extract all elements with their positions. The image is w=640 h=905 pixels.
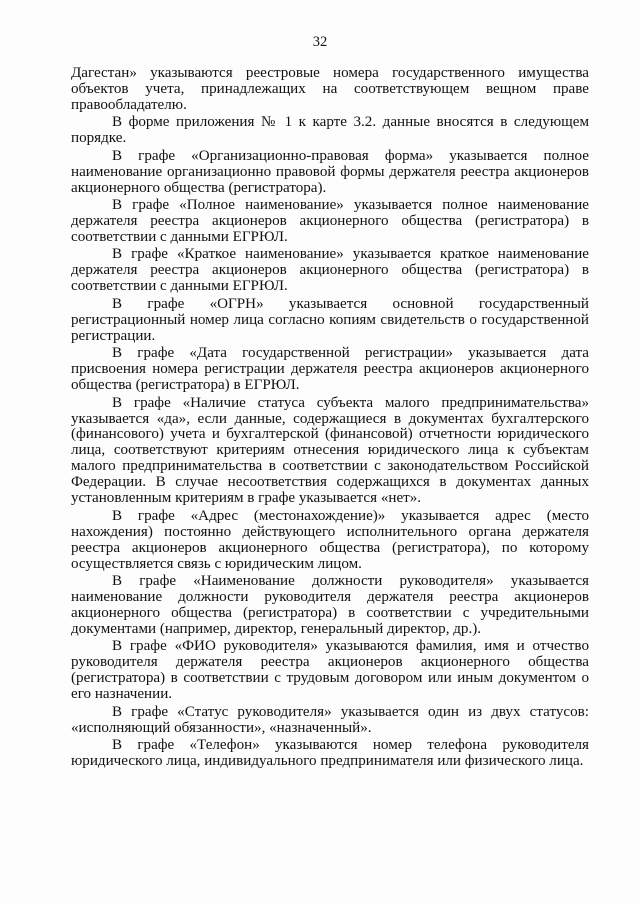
- paragraph: В графе «ОГРН» указывается основной государственный регистрационный номер лица согласно копиям свидетельств о государственной регистрации.: [71, 295, 589, 344]
- paragraph: В форме приложения № 1 к карте 3.2. данные вносятся в следующем порядке.: [71, 114, 589, 147]
- paragraph: В графе «ФИО руководителя» указываются фамилия, имя и отчество руководителя держателя реестра акционеров акционерного общества (регистратора) в соответствии с трудовым договором или иным документом о его назначении.: [71, 638, 589, 703]
- paragraph: В графе «Полное наименование» указывается полное наименование держателя реестра акционеров акционерного общества (регистратора) в соответствии с данными ЕГРЮЛ.: [71, 197, 589, 246]
- paragraph: В графе «Статус руководителя» указывается один из двух статусов: «исполняющий обязанности», «назначенный».: [71, 703, 589, 736]
- paragraph: В графе «Организационно-правовая форма» указывается полное наименование организационно правовой формы держателя реестра акционеров акционерного общества (регистратора).: [71, 147, 589, 196]
- paragraph: В графе «Адрес (местонахождение)» указывается адрес (место нахождения) постоянно действующего исполнительного органа держателя реестра акционеров акционерного общества (регистратора), по которому осуществляется связь с юридическим лицом.: [71, 507, 589, 572]
- paragraph: В графе «Дата государственной регистрации» указывается дата присвоения номера регистрации держателя реестра акционеров акционерного общества (регистратора) в ЕГРЮЛ.: [71, 345, 589, 394]
- paragraph-continued: Дагестан» указываются реестровые номера государственного имущества объектов учета, принадлежащих на соответствующем вещном праве правообладателю.: [71, 65, 589, 113]
- document-body: [71, 66, 589, 771]
- paragraph: В графе «Наличие статуса субъекта малого предпринимательства» указывается «да», если данные, содержащиеся в документах бухгалтерского (финансового) учета и бухгалтерской (финансовой) отчетности юридического лица, соответствуют критериям отнесения юридического лица к субъектам малого предпринимательства в соответствии с законодательством Российской Федерации. В случае несоответствия содержащихся в документах данных установленным критериям в графе указывается «нет».: [71, 394, 589, 507]
- paragraph: В графе «Наименование должности руководителя» указывается наименование должности руководителя держателя реестра акционеров акционерного общества (регистратора) в соответствии с учредительными документами (например, директор, генеральный директор, др.).: [71, 573, 589, 637]
- paragraph: В графе «Телефон» указываются номер телефона руководителя юридического лица, индивидуального предпринимателя или физического лица.: [71, 737, 589, 770]
- paragraph: В графе «Краткое наименование» указывается краткое наименование держателя реестра акционеров акционерного общества (регистратора) в соответствии с данными ЕГРЮЛ.: [71, 246, 589, 295]
- page-number: 32: [312, 34, 328, 50]
